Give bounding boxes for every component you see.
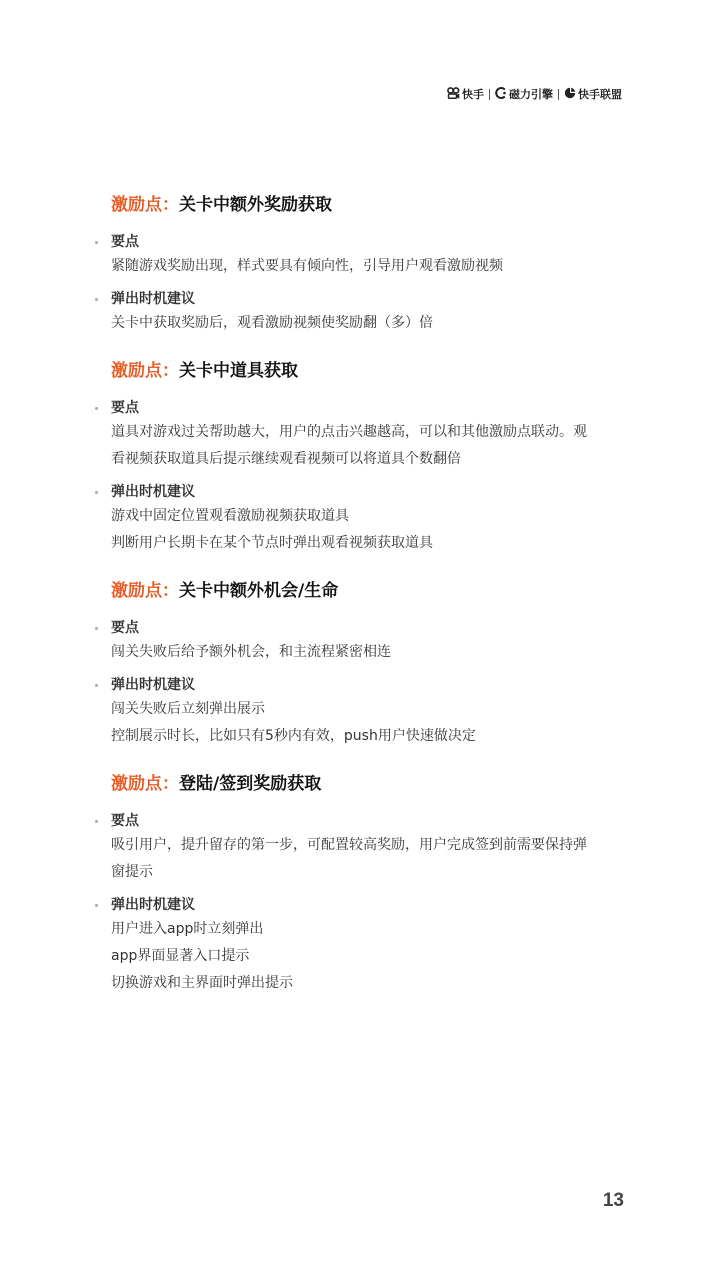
- bullet-dot-icon: [95, 820, 98, 823]
- header-logos: [447, 86, 622, 102]
- item-label: 要点: [111, 620, 139, 636]
- kuaishou-logo: [447, 86, 484, 102]
- content: [111, 193, 631, 1019]
- item-text: 判断用户长期卡在某个节点时弹出观看视频获取道具: [111, 535, 433, 551]
- item-text: 紧随游戏奖励出现，样式要具有倾向性，引导用户观看激励视频: [111, 258, 503, 274]
- section-title-prefix: 激励点：: [111, 581, 179, 601]
- section-title-text: 关卡中道具获取: [179, 361, 298, 381]
- item-text: 控制展示时长，比如只有5秒内有效，push用户快速做决定: [111, 728, 476, 744]
- bullet-dot-icon: [95, 241, 98, 244]
- section-title-text: 关卡中额外机会/生命: [179, 581, 339, 601]
- page-number: 13: [602, 1190, 624, 1211]
- section-extra-chance-life: [111, 579, 631, 750]
- logo-divider: [489, 89, 490, 100]
- bullet-dot-icon: [95, 407, 98, 410]
- list-item: [111, 894, 631, 997]
- logo-divider: [558, 89, 559, 100]
- kuaishou-union-logo-text: 快手联盟: [578, 88, 622, 101]
- item-text: 游戏中固定位置观看激励视频获取道具: [111, 508, 349, 524]
- list-item: [111, 617, 631, 666]
- item-label: 弹出时机建议: [111, 677, 195, 693]
- item-label: 要点: [111, 234, 139, 250]
- item-text: 用户进入app时立刻弹出: [111, 921, 264, 937]
- section-login-checkin-reward: [111, 772, 631, 997]
- kuaishou-logo-text: 快手: [462, 88, 484, 101]
- item-text: 窗提示: [111, 864, 153, 880]
- section-title: [111, 579, 631, 603]
- section-title-text: 登陆/签到奖励获取: [179, 774, 322, 794]
- item-text: 吸引用户，提升留存的第一步，可配置较高奖励，用户完成签到前需要保持弹: [111, 837, 587, 853]
- bullet-dot-icon: [95, 298, 98, 301]
- kuaishou-union-logo: [564, 86, 622, 102]
- item-label: 弹出时机建议: [111, 484, 195, 500]
- item-text: 切换游戏和主界面时弹出提示: [111, 975, 293, 991]
- section-title-prefix: 激励点：: [111, 774, 179, 794]
- item-label: 弹出时机建议: [111, 291, 195, 307]
- section-title: [111, 359, 631, 383]
- item-text: 闯关失败后立刻弹出展示: [111, 701, 265, 717]
- list-item: [111, 397, 631, 473]
- item-text: 闯关失败后给予额外机会，和主流程紧密相连: [111, 644, 391, 660]
- section-title: [111, 193, 631, 217]
- cili-engine-logo-text: 磁力引擎: [509, 88, 553, 101]
- section-title: [111, 772, 631, 796]
- list-item: [111, 810, 631, 886]
- bullet-dot-icon: [95, 904, 98, 907]
- section-title-prefix: 激励点：: [111, 195, 179, 215]
- item-label: 弹出时机建议: [111, 897, 195, 913]
- list-item: [111, 288, 631, 337]
- cili-engine-logo: [495, 86, 553, 102]
- bullet-dot-icon: [95, 684, 98, 687]
- bullet-dot-icon: [95, 627, 98, 630]
- kuaishou-logo-icon: [447, 87, 460, 102]
- bullet-dot-icon: [95, 491, 98, 494]
- kuaishou-union-logo-icon: [564, 87, 576, 102]
- section-title-text: 关卡中额外奖励获取: [179, 195, 332, 215]
- item-text: app界面显著入口提示: [111, 948, 250, 964]
- list-item: [111, 481, 631, 557]
- list-item: [111, 674, 631, 750]
- item-label: 要点: [111, 813, 139, 829]
- section-title-prefix: 激励点：: [111, 361, 179, 381]
- item-text: 看视频获取道具后提示继续观看视频可以将道具个数翻倍: [111, 451, 461, 467]
- item-text: 关卡中获取奖励后，观看激励视频使奖励翻（多）倍: [111, 315, 433, 331]
- section-level-prop-reward: [111, 359, 631, 557]
- cili-engine-logo-icon: [495, 87, 507, 102]
- section-level-extra-reward: [111, 193, 631, 337]
- item-text: 道具对游戏过关帮助越大，用户的点击兴趣越高，可以和其他激励点联动。观: [111, 424, 587, 440]
- list-item: [111, 231, 631, 280]
- item-label: 要点: [111, 400, 139, 416]
